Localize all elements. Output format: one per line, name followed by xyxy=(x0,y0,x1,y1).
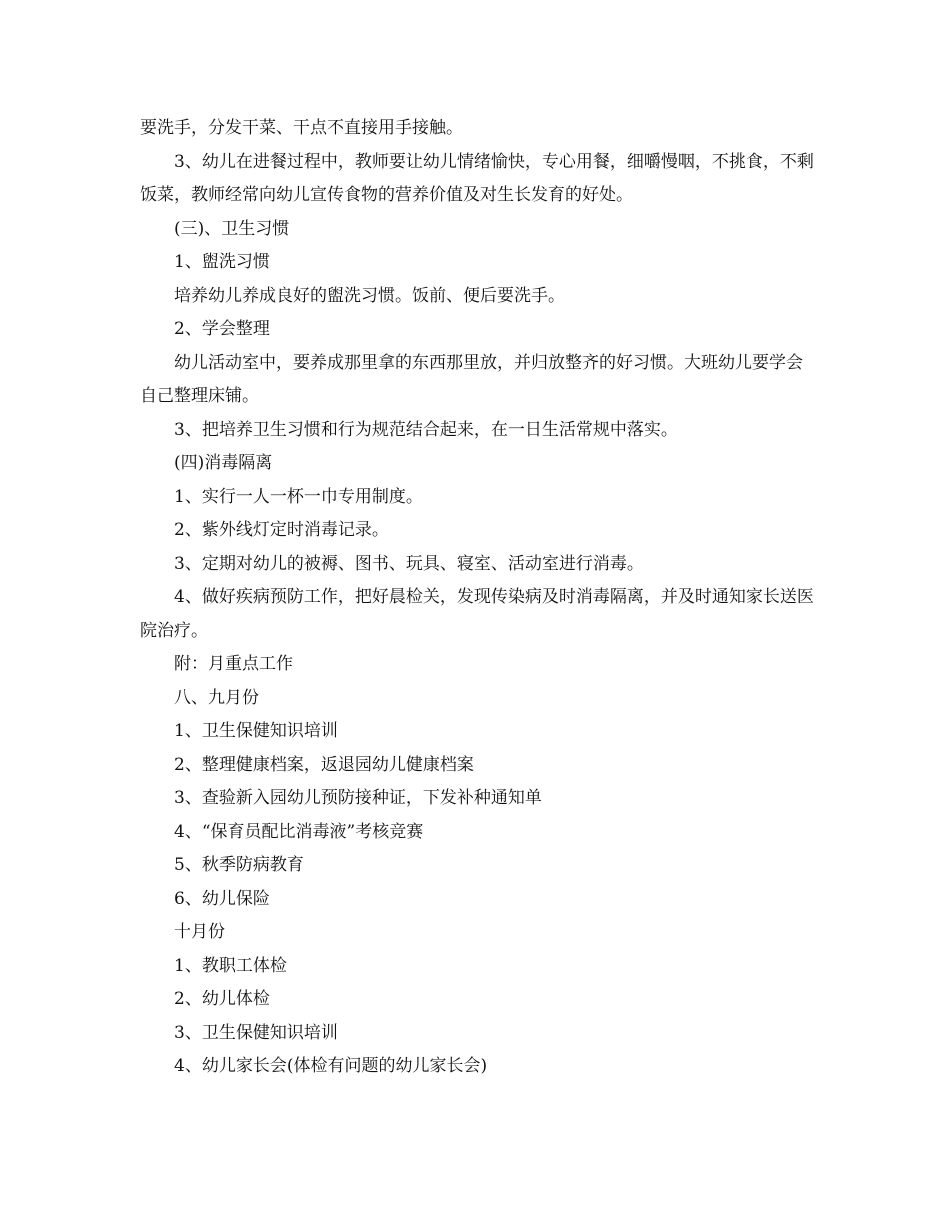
section-heading-disinfection: (四)消毒隔离 xyxy=(174,453,273,473)
list-item: 1、卫生保健知识培训 xyxy=(174,721,338,741)
document-body xyxy=(140,112,815,1084)
list-item: 5、秋季防病教育 xyxy=(174,855,304,875)
list-item: 4、幼儿家长会(体检有问题的幼儿家长会) xyxy=(174,1056,488,1076)
list-item: 3、查验新入园幼儿预防接种证，下发补种通知单 xyxy=(174,788,542,808)
list-item: 1、教职工体检 xyxy=(174,955,287,976)
paragraph-8: 3、把培养卫生习惯和行为规范结合起来，在一日生活常规中落实。 xyxy=(174,419,678,440)
month-heading-aug-sep: 八、九月份 xyxy=(174,687,259,708)
list-item: 3、定期对幼儿的被褥、图书、玩具、寝室、活动室进行消毒。 xyxy=(174,553,644,574)
subheading-washing-habits: 1、盥洗习惯 xyxy=(174,252,270,272)
paragraph-7: 幼儿活动室中，要养成那里拿的东西那里放，并归放整齐的好习惯。大班幼儿要学会自己整理床铺。 xyxy=(140,352,803,406)
list-item: 4、做好疾病预防工作，把好晨检关，发现传染病及时消毒隔离，并及时通知家长送医院治疗。 xyxy=(140,587,814,641)
list-item: 3、卫生保健知识培训 xyxy=(174,1022,338,1043)
list-item: 4、“保育员配比消毒液”考核竞赛 xyxy=(174,821,424,842)
section-heading-hygiene-habits: (三)、卫生习惯 xyxy=(174,218,290,239)
list-item: 6、幼儿保险 xyxy=(174,888,270,909)
paragraph-2: 3、幼儿在进餐过程中，教师要让幼儿情绪愉快，专心用餐，细嚼慢咽，不挑食，不剩饭菜，教师经常向幼儿宣传食物的营养价值及对生长发育的好处。 xyxy=(140,151,814,205)
paragraph-1: 要洗手，分发干菜、干点不直接用手接触。 xyxy=(140,118,463,138)
subheading-learn-tidying: 2、学会整理 xyxy=(174,319,270,339)
list-item: 1、实行一人一杯一巾专用制度。 xyxy=(174,486,423,507)
list-item: 2、紫外线灯定时消毒记录。 xyxy=(174,520,389,540)
month-heading-oct: 十月份 xyxy=(174,922,225,942)
list-item: 2、整理健康档案，返退园幼儿健康档案 xyxy=(174,754,474,775)
appendix-heading: 附：月重点工作 xyxy=(174,654,293,674)
paragraph-5: 培养幼儿养成良好的盥洗习惯。饭前、便后要洗手。 xyxy=(174,285,565,306)
list-item: 2、幼儿体检 xyxy=(174,989,270,1009)
